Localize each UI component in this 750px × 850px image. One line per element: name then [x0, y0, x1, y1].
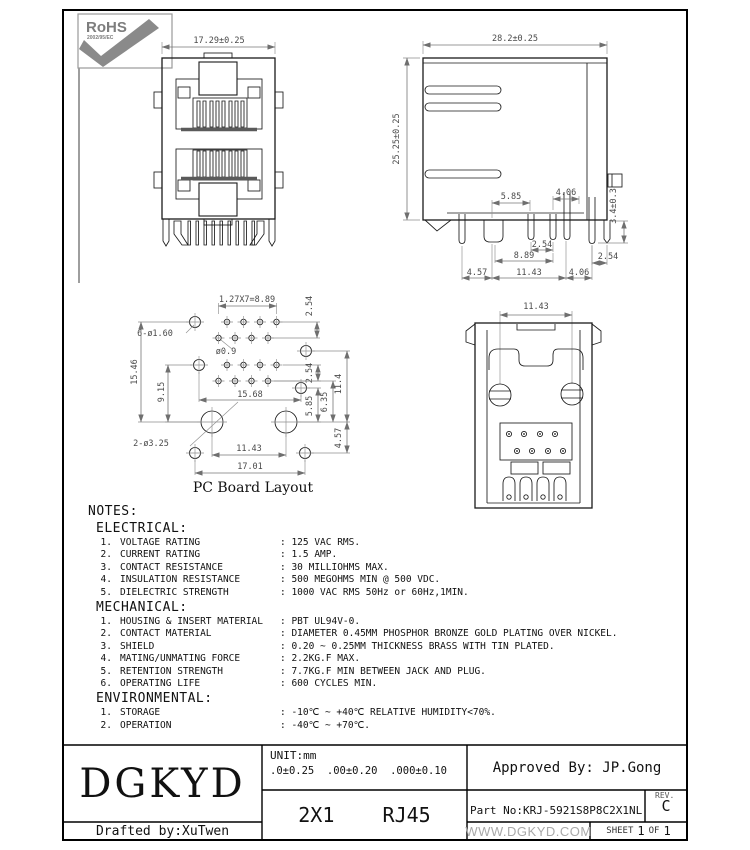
note-label: SHIELD	[120, 640, 155, 652]
note-no: 2.	[100, 719, 112, 731]
dim-pcb-row-gap: 2.54	[305, 295, 315, 317]
note-value: : 2.2KG.F MAX.	[280, 653, 361, 665]
dim-pcb-v2: 6.35	[320, 391, 330, 413]
sheet-number: 1	[637, 824, 645, 838]
dim-side-foot-c: 4.06	[568, 268, 590, 278]
note-row	[88, 616, 663, 628]
dim-pcb-post-span: 11.43	[236, 444, 262, 454]
note-no: 2.	[100, 549, 112, 561]
label-shield-holes: 6-ø1.60	[137, 329, 173, 339]
note-no: 3.	[100, 561, 112, 573]
note-row	[88, 549, 663, 561]
dim-side-width: 28.2±0.25	[491, 34, 539, 44]
note-label: CONTACT MATERIAL	[120, 628, 212, 640]
contact-dots	[506, 431, 565, 453]
label-post-holes: 2-ø3.25	[133, 439, 169, 449]
note-no: 1.	[100, 707, 112, 719]
dim-pcb-v1: 5.85	[305, 395, 315, 417]
note-no: 5.	[100, 586, 112, 598]
dim-side-height: 25.25±0.25	[392, 113, 402, 165]
notes-heading: NOTES:	[88, 504, 138, 519]
dim-side-pin-length: 3.4±0.3	[609, 188, 619, 224]
dim-pcb-height-inner: 9.15	[157, 381, 167, 403]
note-row	[88, 707, 663, 719]
electrical-heading: ELECTRICAL:	[96, 521, 188, 536]
of-label: OF	[648, 826, 660, 836]
note-label: INSULATION RESISTANCE	[120, 574, 241, 586]
front-view-drawing	[154, 36, 283, 246]
notes-section	[88, 503, 663, 732]
dim-side-pin-gap: 4.06	[555, 188, 577, 198]
rev-value: C	[661, 797, 671, 815]
website-url: WWW.DGKYD.COM	[465, 823, 592, 839]
rohs-label: RoHS	[86, 19, 127, 36]
dim-side-span: 8.89	[513, 251, 535, 261]
dim-pcb-v4: 11.4	[334, 373, 344, 395]
dim-side-foot-b: 11.43	[516, 268, 542, 278]
note-value: : 1000 VAC RMS 50Hz or 60Hz,1MIN.	[280, 586, 469, 598]
note-row	[88, 587, 663, 599]
note-label: HOUSING & INSERT MATERIAL	[120, 616, 263, 628]
unit-cell	[262, 745, 467, 790]
dim-pcb-v5: 4.57	[334, 427, 344, 449]
rev-label: REV.	[655, 791, 675, 800]
dim-side-foot-a: 4.57	[466, 268, 488, 278]
note-no: 6.	[100, 678, 112, 690]
dim-top-width: 11.43	[523, 302, 549, 312]
note-label: VOLTAGE RATING	[120, 537, 201, 548]
dim-pcb-height-outer: 15.46	[130, 359, 140, 385]
approved-by: Approved By: JP.Gong	[492, 759, 662, 776]
rohs-directive-label: 2002/95/EC	[87, 35, 114, 41]
top-view-drawing	[466, 302, 601, 508]
note-value: : 500 MEGOHMS MIN @ 500 VDC.	[280, 574, 441, 586]
dim-side-pitch-b: 2.54	[597, 252, 619, 262]
environmental-heading: ENVIRONMENTAL:	[96, 691, 213, 707]
dim-pcb-pitch: 1.27X7=8.89	[218, 295, 276, 305]
unit-label: UNIT:mm	[270, 749, 317, 762]
sheet-cell	[590, 822, 687, 840]
note-value: : 125 VAC RMS.	[280, 537, 361, 548]
note-no: 2.	[100, 628, 112, 640]
dim-front-width: 17.29±0.25	[193, 36, 245, 46]
dim-side-pitch-a: 2.54	[531, 240, 553, 250]
note-row	[88, 537, 663, 549]
note-row	[88, 562, 663, 574]
note-label: OPERATION	[120, 719, 172, 731]
note-label: RETENTION STRENGTH	[120, 665, 223, 677]
tolerance-values: .0±0.25 .00±0.20 .000±0.10	[270, 765, 448, 777]
note-value: : 600 CYCLES MIN.	[280, 678, 378, 690]
drafted-by: Drafted by:XuTwen	[95, 823, 230, 839]
note-row	[88, 678, 663, 690]
note-no: 1.	[100, 537, 112, 548]
product-name: 2X1 RJ45	[298, 803, 431, 827]
note-label: STORAGE	[120, 707, 161, 719]
note-row	[88, 574, 663, 586]
dim-side-post: 5.85	[500, 192, 522, 202]
note-no: 4.	[100, 574, 112, 586]
note-value: : 0.20 ~ 0.25MM THICKNESS BRASS WITH TIN PLATED.	[280, 640, 555, 652]
dim-pcb-v3: 2.54	[305, 362, 315, 384]
note-no: 3.	[100, 640, 112, 652]
note-label: CURRENT RATING	[120, 549, 201, 561]
pcb-layout-caption: PC Board Layout	[192, 480, 314, 496]
sheet-label: SHEET	[606, 826, 634, 836]
note-no: 1.	[100, 616, 112, 628]
note-row	[88, 720, 663, 732]
note-value: : DIAMETER 0.45MM PHOSPHOR BRONZE GOLD PLATING OVER NICKEL.	[280, 628, 618, 640]
dim-pcb-width-inner: 15.68	[237, 390, 263, 400]
note-row	[88, 666, 663, 678]
note-no: 4.	[100, 653, 112, 665]
note-row	[88, 641, 663, 653]
label-contact-holes: ø0.9	[215, 347, 237, 357]
note-value: : 7.7KG.F MIN BETWEEN JACK AND PLUG.	[280, 665, 486, 677]
note-label: OPERATING LIFE	[120, 678, 201, 690]
note-value: : -40℃ ~ +70℃.	[280, 719, 370, 731]
pin-loops	[503, 477, 566, 501]
note-value: : PBT UL94V-0.	[280, 616, 361, 628]
mechanical-heading: MECHANICAL:	[96, 600, 188, 616]
dim-pcb-width-outer: 17.01	[237, 462, 263, 472]
note-label: CONTACT RESISTANCE	[120, 561, 223, 573]
note-label: DIELECTRIC STRENGTH	[120, 586, 229, 598]
note-label: MATING/UNMATING FORCE	[120, 653, 241, 665]
note-row	[88, 653, 663, 665]
company-logo-text: DGKYD	[79, 760, 246, 807]
rohs-logo	[78, 14, 172, 68]
pcb-layout-drawing	[130, 295, 350, 496]
of-number: 1	[663, 824, 671, 838]
note-value: : -10℃ ~ +40℃ RELATIVE HUMIDITY<70%.	[280, 707, 496, 719]
note-value: : 1.5 AMP.	[280, 549, 338, 561]
part-number: Part No:KRJ-5921S8P8C2X1NL	[470, 804, 643, 817]
note-value: : 30 MILLIOHMS MAX.	[280, 561, 389, 573]
side-view-drawing	[392, 34, 628, 280]
note-no: 5.	[100, 665, 112, 677]
note-row	[88, 628, 663, 640]
